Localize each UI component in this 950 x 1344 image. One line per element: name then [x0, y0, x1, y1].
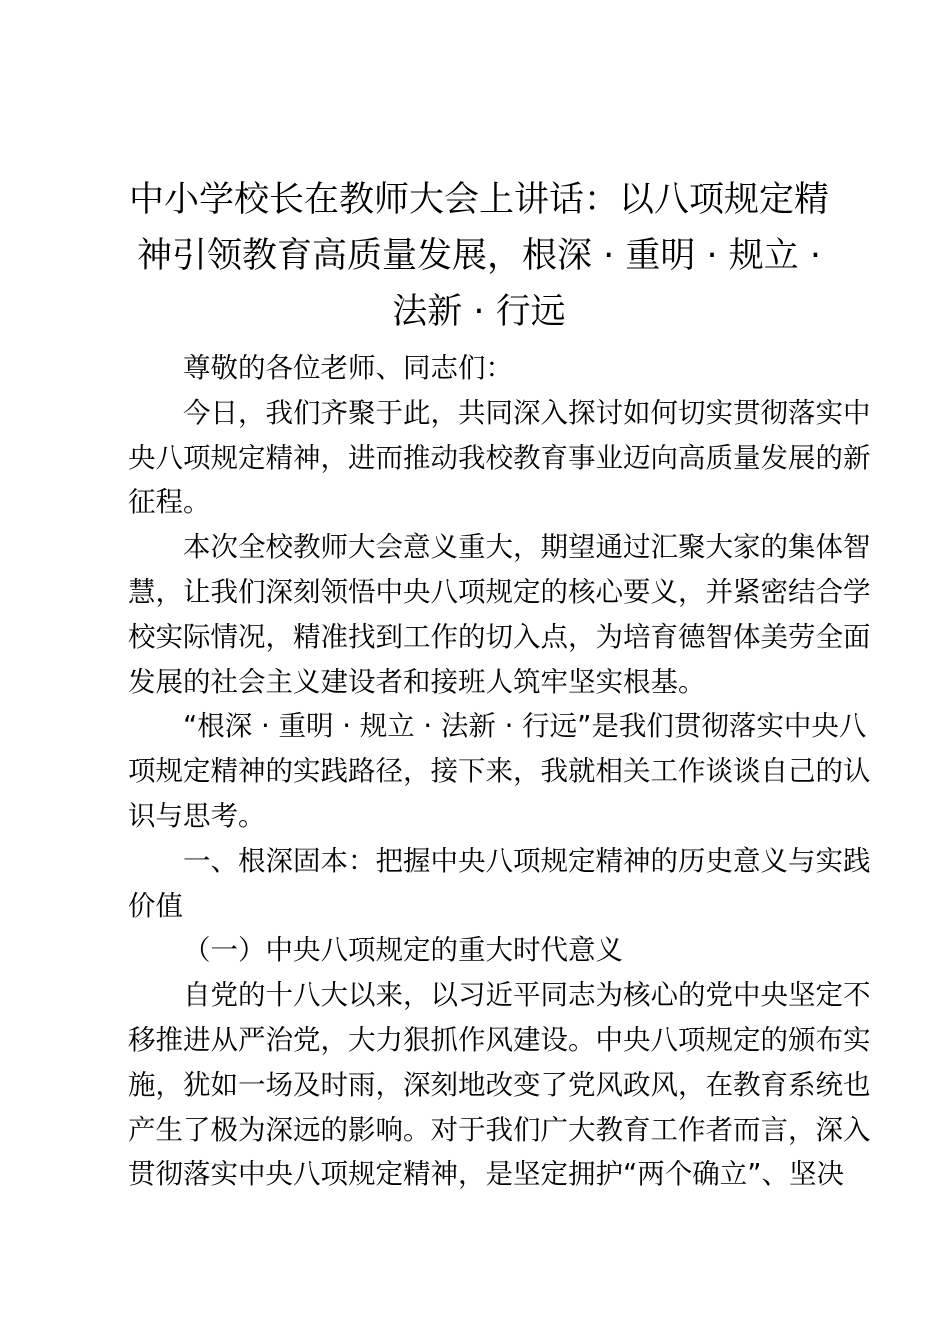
heading-line: 一、根深固本：把握中央八项规定精神的历史意义与实践: [183, 844, 871, 877]
title-line: 中小学校长在教师大会上讲话：以八项规定精: [128, 180, 829, 220]
title-line: 神引领教育高质量发展，根深 · 重明 · 规立 ·: [136, 236, 821, 276]
paragraph-line: 施，犹如一场及时雨，深刻地改变了党风政风，在教育系统也: [128, 1068, 871, 1101]
paragraph-line: 项规定精神的实践路径，接下来，我就相关工作谈谈自己的认: [128, 755, 871, 788]
paragraph-line: 慧，让我们深刻领悟中央八项规定的核心要义，并紧密结合学: [128, 575, 871, 608]
section-heading-1: [128, 839, 871, 929]
paragraph-era-significance: [128, 973, 871, 1197]
paragraph-line: 本次全校教师大会意义重大，期望通过汇聚大家的集体智: [183, 531, 871, 564]
paragraph-line: 贯彻落实中央八项规定精神，是坚定拥护“两个确立”、坚决: [128, 1158, 844, 1191]
heading-line: （一）中央八项规定的重大时代意义: [183, 934, 623, 967]
salutation-line: 尊敬的各位老师、同志们：: [183, 352, 513, 384]
paragraph-meeting-significance: [128, 525, 871, 704]
document-title: [128, 172, 830, 340]
title-line: 法新 · 行远: [392, 292, 566, 332]
paragraph-practice-path: [128, 704, 871, 838]
paragraph-line: 校实际情况，精准找到工作的切入点，为培育德智体美劳全面: [128, 620, 871, 653]
paragraph-line: 今日，我们齐聚于此，共同深入探讨如何切实贯彻落实中: [183, 396, 871, 429]
paragraph-line: 央八项规定精神，进而推动我校教育事业迈向高质量发展的新: [128, 441, 871, 474]
salutation: [128, 346, 830, 391]
paragraph-line: 产生了极为深远的影响。对于我们广大教育工作者而言，深入: [128, 1113, 871, 1146]
document-page: [128, 172, 871, 1197]
paragraph-line: 自党的十八大以来，以习近平同志为核心的党中央坚定不: [183, 979, 871, 1012]
paragraph-opening: [128, 391, 871, 525]
heading-line: 价值: [128, 889, 183, 922]
paragraph-line: 识与思考。: [128, 799, 266, 832]
paragraph-line: 征程。: [128, 486, 211, 519]
paragraph-line: “根深 · 重明 · 规立 · 法新 · 行远”是我们贯彻落实中央八: [183, 710, 867, 743]
paragraph-line: 发展的社会主义建设者和接班人筑牢坚实根基。: [128, 665, 706, 698]
subsection-heading-1: [128, 928, 830, 973]
paragraph-line: 移推进从严治党，大力狠抓作风建设。中央八项规定的颁布实: [128, 1023, 871, 1056]
